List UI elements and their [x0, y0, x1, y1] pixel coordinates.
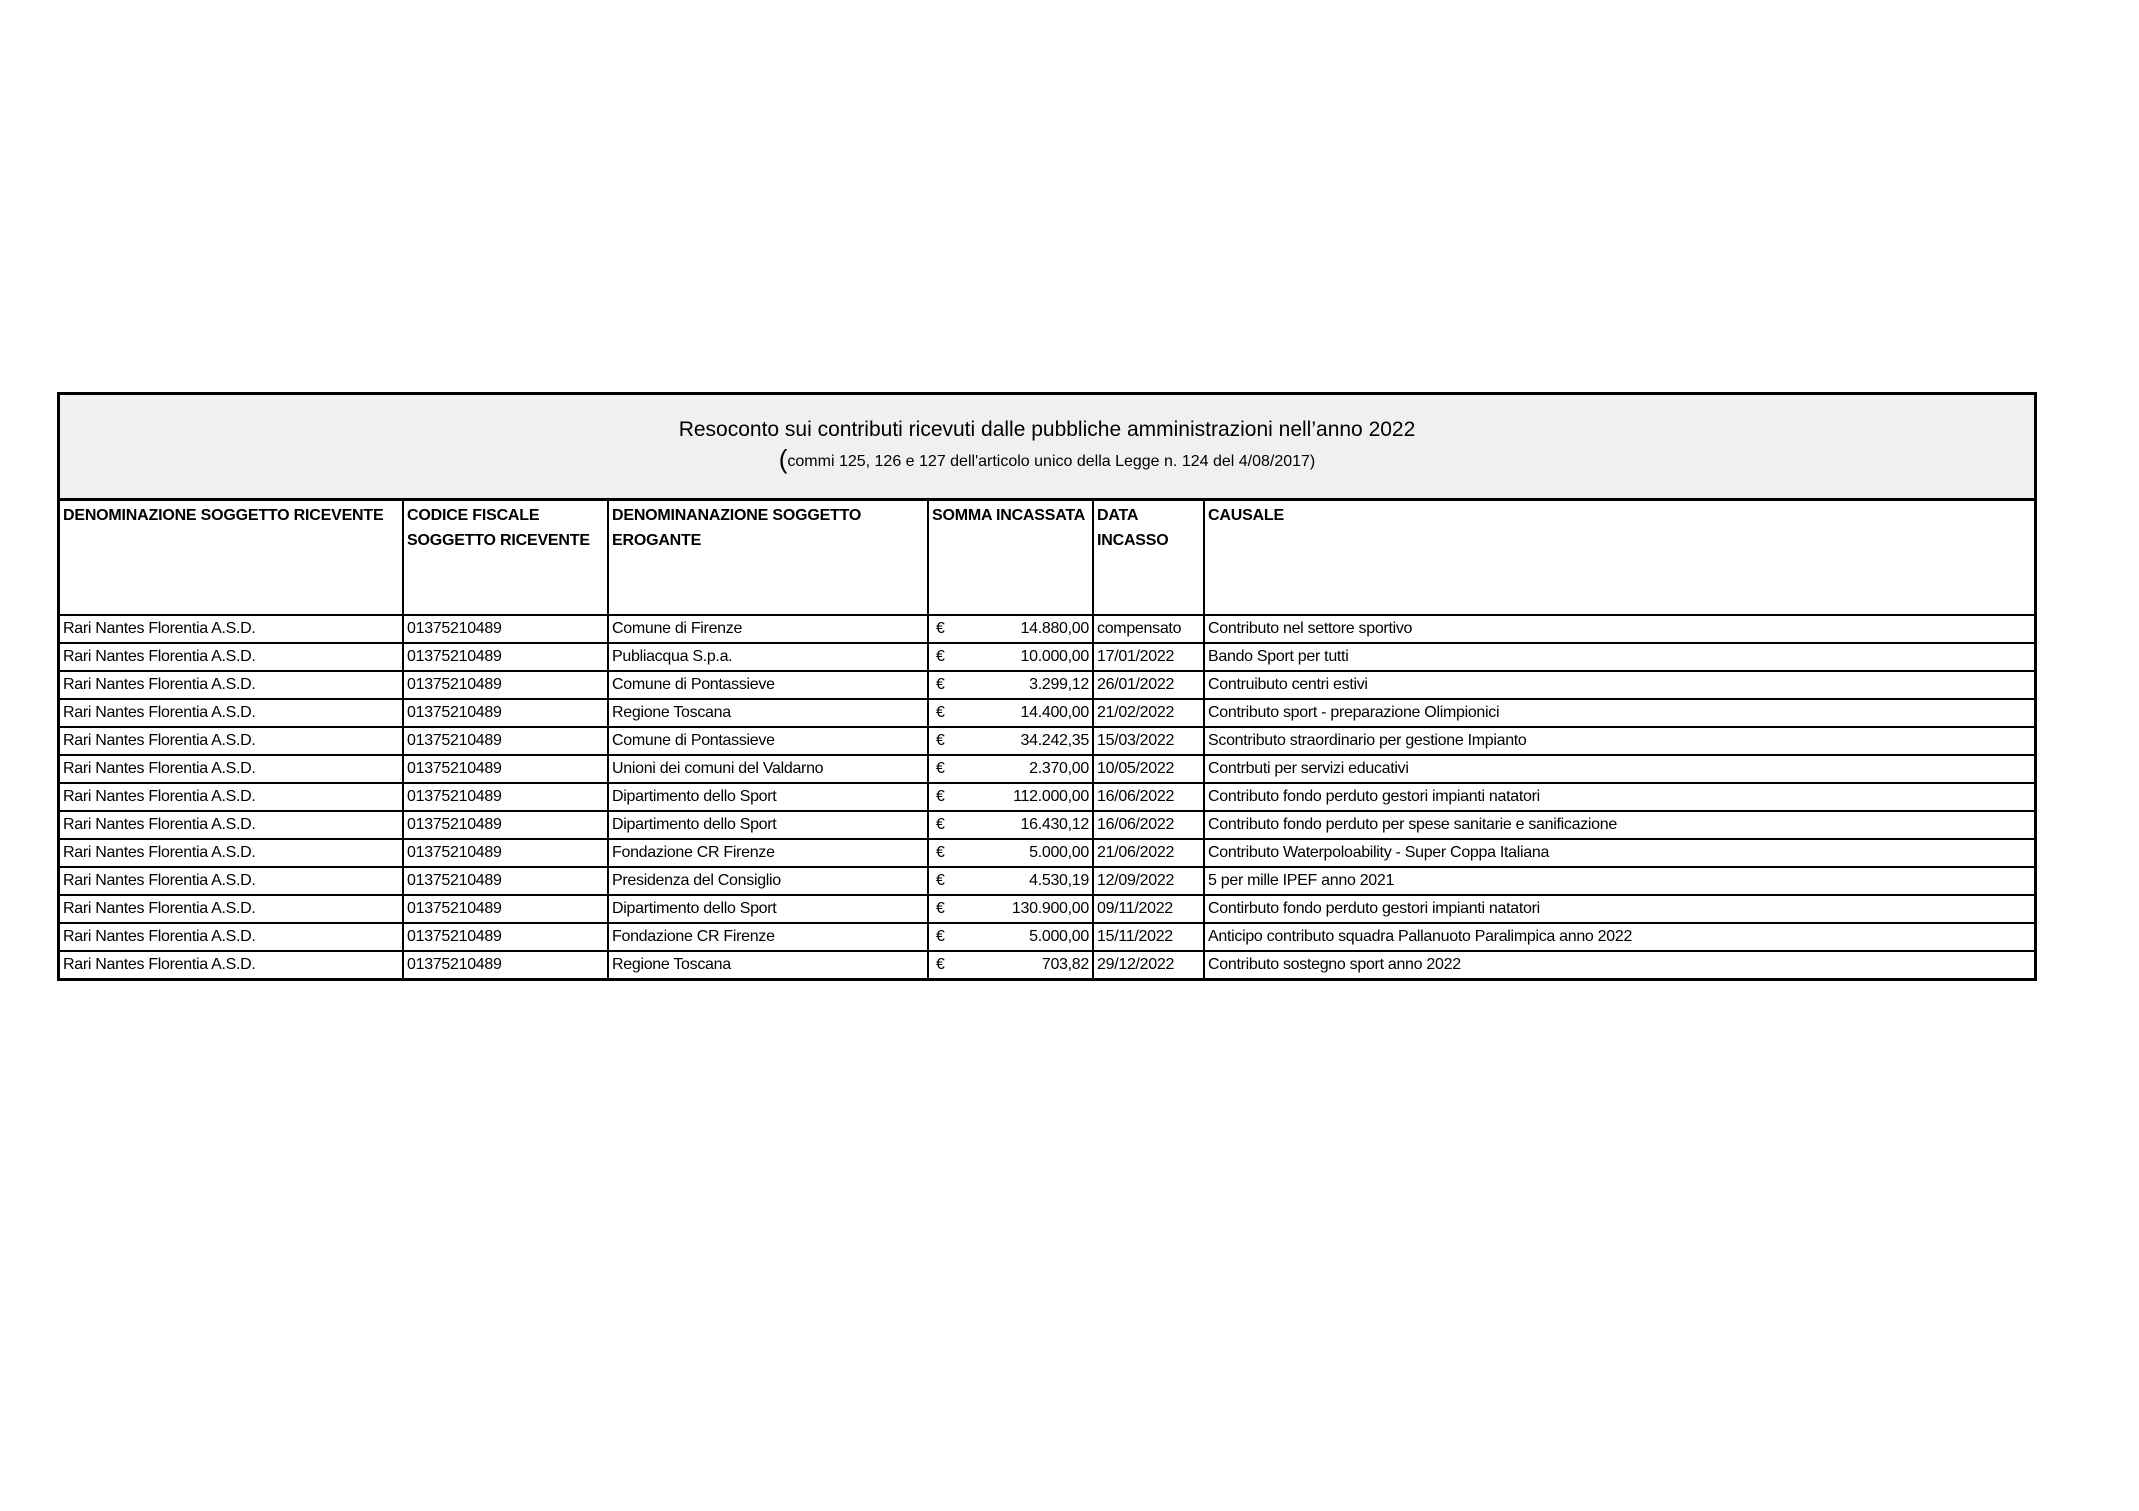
subtitle-text: commi 125, 126 e 127 dell'articolo unico della Legge n. 124 del 4/08/2017) [787, 453, 1316, 470]
contributions-table [60, 501, 2034, 978]
cell-data-incasso: 21/06/2022 [1093, 839, 1204, 867]
amount-value: 16.430,12 [1020, 816, 1089, 833]
amount-value: 2.370,00 [1029, 760, 1089, 777]
cell-codice-fiscale: 01375210489 [403, 923, 608, 951]
currency-symbol: € [936, 648, 945, 665]
cell-codice-fiscale: 01375210489 [403, 867, 608, 895]
cell-data-incasso: 16/06/2022 [1093, 811, 1204, 839]
column-header-ricevente: DENOMINAZIONE SOGGETTO RICEVENTE [60, 501, 403, 615]
cell-somma [928, 839, 1093, 867]
cell-data-incasso: 15/11/2022 [1093, 923, 1204, 951]
currency-symbol: € [936, 732, 945, 749]
table-row [60, 643, 2034, 671]
cell-somma [928, 755, 1093, 783]
report-title: Resoconto sui contributi ricevuti dalle pubbliche amministrazioni nell’anno 2022 [678, 418, 1416, 441]
amount-value: 5.000,00 [1029, 928, 1089, 945]
cell-causale: Contirbuto fondo perduto gestori impianti natatori [1204, 895, 2034, 923]
table-row [60, 923, 2034, 951]
amount-value: 5.000,00 [1029, 844, 1089, 861]
column-header-data: DATA INCASSO [1093, 501, 1204, 615]
currency-symbol: € [936, 788, 945, 805]
cell-causale: Scontributo straordinario per gestione Impianto [1204, 727, 2034, 755]
subtitle-paren: ( [778, 444, 788, 474]
cell-causale: Anticipo contributo squadra Pallanuoto Paralimpica anno 2022 [1204, 923, 2034, 951]
cell-causale: Contrbuti per servizi educativi [1204, 755, 2034, 783]
table-row [60, 615, 2034, 643]
cell-data-incasso: compensato [1093, 615, 1204, 643]
cell-causale: Contributo sostegno sport anno 2022 [1208, 956, 1461, 973]
cell-erogante: Dipartimento dello Sport [608, 783, 928, 811]
cell-codice-fiscale: 01375210489 [403, 895, 608, 923]
amount-value: 10.000,00 [1020, 648, 1089, 665]
cell-codice-fiscale: 01375210489 [403, 671, 608, 699]
cell-ricevente: Rari Nantes Florentia A.S.D. [60, 839, 403, 867]
cell-somma [928, 699, 1093, 727]
cell-ricevente: Rari Nantes Florentia A.S.D. [60, 867, 403, 895]
currency-symbol: € [936, 928, 945, 945]
currency-symbol: € [936, 872, 945, 889]
cell-codice-fiscale: 01375210489 [403, 811, 608, 839]
cell-somma [928, 811, 1093, 839]
cell-codice-fiscale: 01375210489 [403, 755, 608, 783]
report-header [60, 395, 2034, 501]
cell-ricevente: Rari Nantes Florentia A.S.D. [60, 727, 403, 755]
cell-codice-fiscale: 01375210489 [403, 699, 608, 727]
cell-ricevente: Rari Nantes Florentia A.S.D. [60, 615, 403, 643]
cell-erogante: Comune di Firenze [608, 615, 928, 643]
currency-symbol: € [936, 676, 945, 693]
table-row [60, 951, 2034, 978]
column-header-somma: SOMMA INCASSATA [928, 501, 1093, 615]
cell-ricevente: Rari Nantes Florentia A.S.D. [60, 755, 403, 783]
cell-somma [928, 671, 1093, 699]
cell-ricevente: Rari Nantes Florentia A.S.D. [60, 671, 403, 699]
cell-erogante: Fondazione CR Firenze [608, 839, 928, 867]
cell-erogante: Fondazione CR Firenze [608, 923, 928, 951]
cell-somma [928, 783, 1093, 811]
table-row [60, 895, 2034, 923]
cell-erogante: Comune di Pontassieve [608, 671, 928, 699]
cell-data-incasso: 09/11/2022 [1093, 895, 1204, 923]
currency-symbol: € [936, 620, 945, 637]
cell-erogante: Comune di Pontassieve [608, 727, 928, 755]
table-row [60, 671, 2034, 699]
cell-data-incasso: 10/05/2022 [1093, 755, 1204, 783]
amount-value: 3.299,12 [1029, 676, 1089, 693]
cell-erogante: Regione Toscana [608, 951, 928, 978]
currency-symbol: € [936, 816, 945, 833]
cell-ricevente: Rari Nantes Florentia A.S.D. [60, 811, 403, 839]
cell-data-incasso: 12/09/2022 [1093, 867, 1204, 895]
cell-ricevente: Rari Nantes Florentia A.S.D. [60, 699, 403, 727]
cell-data-incasso: 17/01/2022 [1093, 643, 1204, 671]
cell-ricevente: Rari Nantes Florentia A.S.D. [60, 643, 403, 671]
amount-value: 14.880,00 [1020, 620, 1089, 637]
cell-causale: Contributo nel settore sportivo [1204, 615, 2034, 643]
cell-ricevente: Rari Nantes Florentia A.S.D. [60, 923, 403, 951]
table-row [60, 783, 2034, 811]
currency-symbol: € [936, 760, 945, 777]
cell-somma [928, 727, 1093, 755]
table-row [60, 727, 2034, 755]
cell-somma [928, 923, 1093, 951]
currency-symbol: € [936, 704, 945, 721]
cell-erogante: Dipartimento dello Sport [608, 811, 928, 839]
cell-codice-fiscale: 01375210489 [403, 615, 608, 643]
cell-codice-fiscale: 01375210489 [403, 839, 608, 867]
column-header-causale: CAUSALE [1204, 501, 2034, 615]
cell-codice-fiscale: 01375210489 [403, 727, 608, 755]
cell-codice-fiscale: 01375210489 [403, 951, 608, 978]
cell-data-incasso: 15/03/2022 [1093, 727, 1204, 755]
cell-data-incasso: 21/02/2022 [1093, 699, 1204, 727]
cell-somma [928, 895, 1093, 923]
currency-symbol: € [936, 844, 945, 861]
cell-causale: Contributo sport - preparazione Olimpionici [1204, 699, 2034, 727]
table-row [60, 755, 2034, 783]
cell-ricevente: Rari Nantes Florentia A.S.D. [60, 895, 403, 923]
report-subtitle [60, 444, 2034, 474]
column-header-codice-fiscale: CODICE FISCALE SOGGETTO RICEVENTE [403, 501, 608, 615]
contributions-report [57, 392, 2037, 981]
cell-causale: Contruibuto centri estivi [1204, 671, 2034, 699]
cell-data-incasso: 26/01/2022 [1093, 671, 1204, 699]
table-row [60, 839, 2034, 867]
cell-data-incasso: 16/06/2022 [1093, 783, 1204, 811]
cell-causale: 5 per mille IPEF anno 2021 [1204, 867, 2034, 895]
cell-causale: Contributo fondo perduto per spese sanitarie e sanificazione [1204, 811, 2034, 839]
cell-somma [928, 867, 1093, 895]
table-row [60, 811, 2034, 839]
cell-causale: Contributo fondo perduto gestori impianti natatori [1204, 783, 2034, 811]
table-body [60, 615, 2034, 978]
amount-value: 4.530,19 [1029, 872, 1089, 889]
cell-codice-fiscale: 01375210489 [403, 643, 608, 671]
cell-causale: Bando Sport per tutti [1204, 643, 2034, 671]
cell-erogante: Regione Toscana [608, 699, 928, 727]
amount-value: 34.242,35 [1020, 732, 1089, 749]
table-row [60, 867, 2034, 895]
cell-ricevente: Rari Nantes Florentia A.S.D. [60, 783, 403, 811]
cell-data-incasso: 29/12/2022 [1093, 951, 1204, 978]
column-header-erogante: DENOMINANAZIONE SOGGETTO EROGANTE [608, 501, 928, 615]
cell-erogante: Unioni dei comuni del Valdarno [608, 755, 928, 783]
cell-somma [928, 615, 1093, 643]
cell-erogante: Presidenza del Consiglio [608, 867, 928, 895]
table-row [60, 699, 2034, 727]
cell-ricevente: Rari Nantes Florentia A.S.D. [60, 951, 403, 978]
cell-somma [928, 951, 1093, 978]
cell-codice-fiscale: 01375210489 [403, 783, 608, 811]
table-header-row [60, 501, 2034, 615]
cell-causale: Contributo Waterpoloability - Super Coppa Italiana [1204, 839, 2034, 867]
currency-symbol: € [936, 956, 945, 973]
amount-value: 130.900,00 [1011, 900, 1089, 917]
currency-symbol: € [936, 900, 945, 917]
amount-value: 112.000,00 [1013, 788, 1089, 805]
amount-value: 703,82 [1041, 956, 1089, 973]
cell-erogante: Dipartimento dello Sport [608, 895, 928, 923]
amount-value: 14.400,00 [1020, 704, 1089, 721]
cell-erogante: Publiacqua S.p.a. [608, 643, 928, 671]
cell-somma [928, 643, 1093, 671]
